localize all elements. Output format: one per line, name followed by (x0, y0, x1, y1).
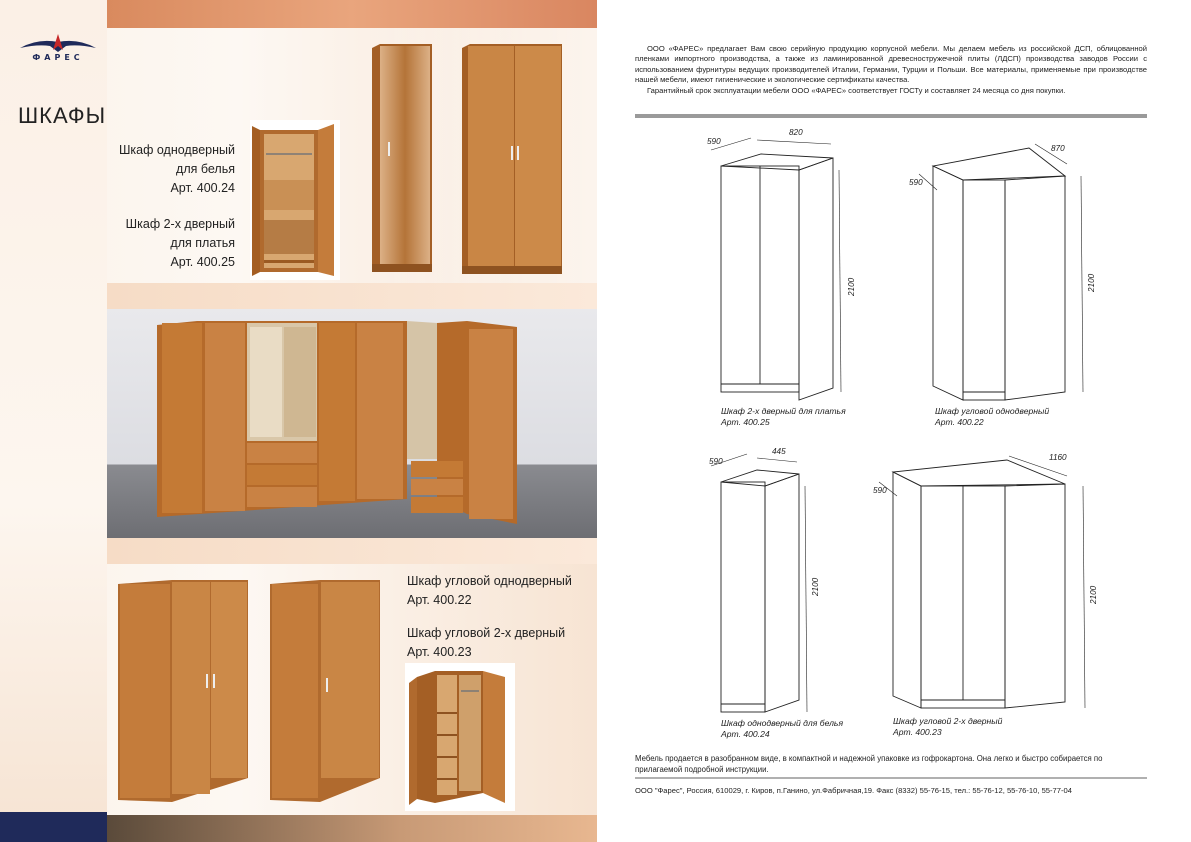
dim-height-400-25: 2100 (847, 277, 856, 296)
caption-line: Шкаф однодверный (118, 143, 235, 157)
caption-line: Арт. 400.22 (407, 593, 472, 607)
photo-open-wardrobe (250, 120, 340, 280)
dim-width-400-23: 1160 (1049, 453, 1067, 462)
caption-line: Арт. 400.25 (170, 255, 235, 269)
caption-line: Шкаф угловой однодверный (407, 574, 572, 588)
photo-corner-single (268, 578, 384, 804)
photo-corner-double (116, 578, 252, 804)
divider-bottom (635, 777, 1147, 779)
drawing-400-24 (711, 454, 807, 712)
dim-depth-400-23: 590 (873, 486, 887, 495)
caption-line: Арт. 400.24 (170, 181, 235, 195)
top-band (107, 0, 597, 28)
dim-depth-400-22: 590 (909, 178, 923, 187)
drawing-art: Арт. 400.22 (935, 417, 984, 427)
photo-wardrobe-double (460, 42, 564, 278)
drawing-400-25 (711, 138, 841, 400)
fares-logo-icon (18, 30, 98, 70)
caption-line: для белья (176, 162, 235, 176)
caption-400-23 (407, 624, 587, 662)
dim-width-400-25: 820 (789, 128, 803, 137)
dim-width-400-24: 445 (772, 447, 786, 456)
left-strip-dark (0, 812, 107, 842)
dim-depth-400-25: 590 (707, 137, 721, 146)
mid-band-2 (107, 538, 597, 564)
label-400-25 (721, 406, 846, 428)
dim-width-400-22: 870 (1051, 144, 1065, 153)
bottom-band (107, 815, 597, 842)
drawing-art: Арт. 400.23 (893, 727, 942, 737)
caption-line: Шкаф 2-х дверный (125, 217, 235, 231)
label-400-23 (893, 716, 1002, 738)
dim-height-400-22: 2100 (1087, 273, 1096, 292)
intro-paragraph: ООО «ФАРЕС» предлагает Вам свою серийную продукцию корпусной мебели. Мы делаем мебель из российской ДСП, облицованной пленками импортного производства, а также из ламинированной древесностружечной плиты (ЛДСП) производства заводов России с использованием фурнитуры ведущих производителей Италии, Германии, Турции и Польши. Все материалы, применяемые при производстве нашей мебели, имеют гигиенические и экологические сертификаты качества. (635, 44, 1147, 85)
page-title: ШКАФЫ (18, 103, 107, 128)
room-wardrobe-set-illustration (107, 309, 597, 538)
caption-line: для платья (170, 236, 235, 250)
drawing-art: Арт. 400.24 (721, 729, 770, 739)
dim-depth-400-24: 590 (709, 457, 723, 466)
label-400-22 (935, 406, 1049, 428)
logo-text: ФАРЕС (32, 53, 84, 62)
caption-line: Арт. 400.23 (407, 645, 472, 659)
label-400-24 (721, 718, 843, 740)
photo-wardrobe-single (368, 42, 434, 274)
caption-line: Шкаф угловой 2-х дверный (407, 626, 566, 640)
photo-corner-open (405, 663, 515, 811)
open-corner-wardrobe-illustration (405, 663, 515, 811)
contacts-footer: ООО "Фарес", Россия, 610029, г. Киров, п.Ганино, ул.Фабричная,19. Факс (8332) 55-76-15, тел.: 55-76-12, 55-76-10, 55-77-04 (635, 786, 1072, 795)
drawing-name: Шкаф 2-х дверный для платья (721, 406, 846, 416)
drawing-name: Шкаф однодверный для белья (721, 718, 844, 728)
caption-400-24 (110, 141, 235, 198)
dim-height-400-23: 2100 (1089, 585, 1098, 604)
mid-band (107, 283, 597, 309)
drawing-name: Шкаф угловой 2-х дверный (893, 716, 1003, 726)
dim-height-400-24: 2100 (811, 577, 820, 596)
photo-room-set (107, 309, 597, 538)
right-page (597, 0, 1191, 842)
caption-400-25 (110, 215, 235, 272)
intro-paragraph: Гарантийный срок эксплуатации мебели ООО «ФАРЕС» соответствует ГОСТу и составляет 24 месяца со дня покупки. (647, 85, 1066, 95)
assembly-note: Мебель продается в разобранном виде, в компактной и надежной упаковке из гофрокартона. Она легко и быстро собирается по прилагаемой подробной инструкции. (635, 754, 1103, 774)
drawing-400-23 (879, 456, 1085, 708)
open-wardrobe-illustration (250, 120, 340, 280)
caption-400-22 (407, 572, 587, 610)
drawing-name: Шкаф угловой однодверный (935, 406, 1050, 416)
drawing-400-22 (919, 144, 1083, 400)
drawing-art: Арт. 400.25 (721, 417, 770, 427)
